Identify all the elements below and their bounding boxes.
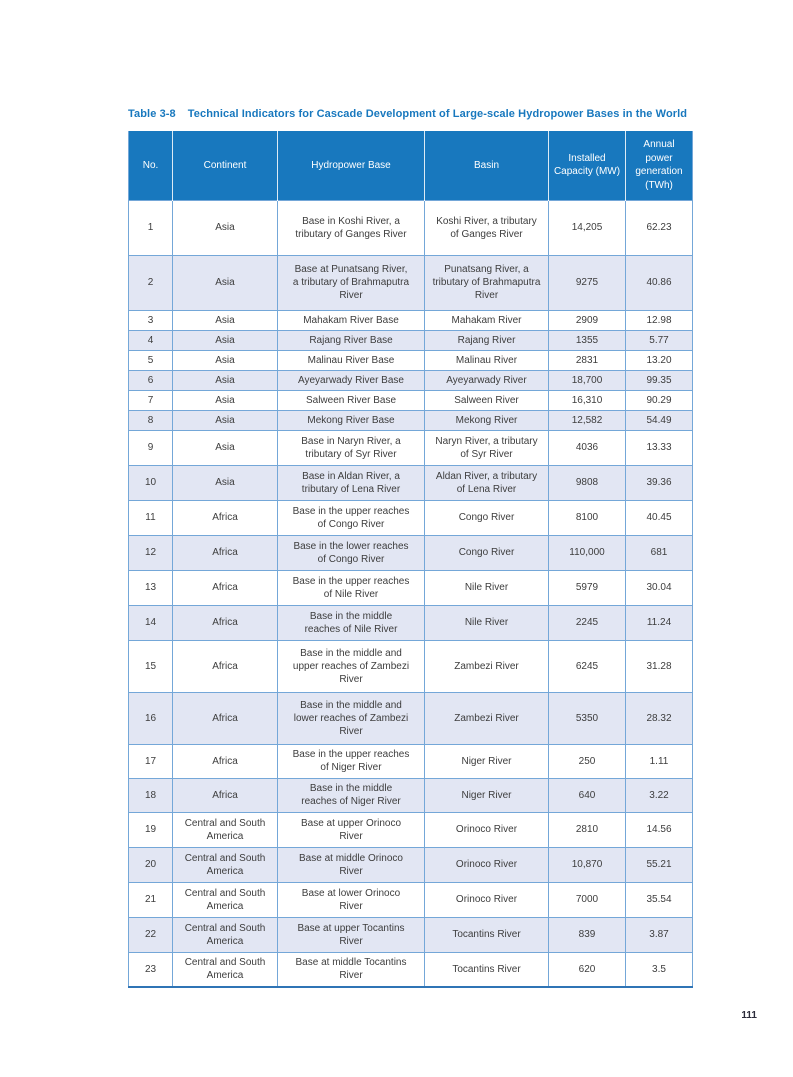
table-row bbox=[129, 640, 693, 692]
table-row bbox=[129, 390, 693, 410]
cell-generation: 681 bbox=[626, 535, 693, 570]
cell-no: 16 bbox=[129, 692, 173, 744]
cell-no: 10 bbox=[129, 465, 173, 500]
page-number: 111 bbox=[741, 1010, 757, 1021]
cell-continent: Asia bbox=[173, 465, 278, 500]
cell-basin: Nile River bbox=[425, 605, 549, 640]
cell-base: Base in Aldan River, a tributary of Lena River bbox=[278, 465, 425, 500]
cell-base: Base at upper Orinoco River bbox=[278, 812, 425, 847]
cell-basin: Mahakam River bbox=[425, 310, 549, 330]
cell-no: 14 bbox=[129, 605, 173, 640]
cell-continent: Asia bbox=[173, 410, 278, 430]
cell-basin: Niger River bbox=[425, 778, 549, 812]
cell-basin: Tocantins River bbox=[425, 952, 549, 987]
cell-continent: Asia bbox=[173, 310, 278, 330]
cell-no: 8 bbox=[129, 410, 173, 430]
hydropower-table bbox=[128, 131, 693, 988]
cell-capacity: 14,205 bbox=[549, 200, 626, 255]
cell-basin: Malinau River bbox=[425, 350, 549, 370]
column-header-continent: Continent bbox=[173, 131, 278, 200]
cell-generation: 62.23 bbox=[626, 200, 693, 255]
cell-continent: Africa bbox=[173, 570, 278, 605]
cell-base: Malinau River Base bbox=[278, 350, 425, 370]
cell-capacity: 6245 bbox=[549, 640, 626, 692]
table-row bbox=[129, 310, 693, 330]
cell-continent: Asia bbox=[173, 255, 278, 310]
cell-generation: 39.36 bbox=[626, 465, 693, 500]
cell-capacity: 10,870 bbox=[549, 847, 626, 882]
cell-continent: Africa bbox=[173, 605, 278, 640]
cell-base: Base in the middle and lower reaches of Zambezi River bbox=[278, 692, 425, 744]
cell-generation: 28.32 bbox=[626, 692, 693, 744]
cell-basin: Koshi River, a tributary of Ganges River bbox=[425, 200, 549, 255]
cell-basin: Salween River bbox=[425, 390, 549, 410]
cell-no: 11 bbox=[129, 500, 173, 535]
cell-basin: Orinoco River bbox=[425, 847, 549, 882]
table-row bbox=[129, 847, 693, 882]
table-row bbox=[129, 255, 693, 310]
cell-continent: Asia bbox=[173, 350, 278, 370]
cell-basin: Aldan River, a tributary of Lena River bbox=[425, 465, 549, 500]
cell-basin: Orinoco River bbox=[425, 812, 549, 847]
cell-no: 1 bbox=[129, 200, 173, 255]
cell-basin: Mekong River bbox=[425, 410, 549, 430]
cell-capacity: 9275 bbox=[549, 255, 626, 310]
cell-basin: Zambezi River bbox=[425, 640, 549, 692]
cell-no: 6 bbox=[129, 370, 173, 390]
cell-no: 13 bbox=[129, 570, 173, 605]
cell-capacity: 18,700 bbox=[549, 370, 626, 390]
cell-generation: 54.49 bbox=[626, 410, 693, 430]
cell-base: Base at Punatsang River, a tributary of Brahmaputra River bbox=[278, 255, 425, 310]
cell-capacity: 1355 bbox=[549, 330, 626, 350]
cell-no: 9 bbox=[129, 430, 173, 465]
table-row bbox=[129, 812, 693, 847]
column-header-capacity: Installed Capacity (MW) bbox=[549, 131, 626, 200]
cell-basin: Nile River bbox=[425, 570, 549, 605]
cell-base: Base in the lower reaches of Congo River bbox=[278, 535, 425, 570]
cell-generation: 55.21 bbox=[626, 847, 693, 882]
cell-generation: 11.24 bbox=[626, 605, 693, 640]
cell-base: Base in the upper reaches of Congo River bbox=[278, 500, 425, 535]
cell-capacity: 5979 bbox=[549, 570, 626, 605]
cell-base: Base in Naryn River, a tributary of Syr River bbox=[278, 430, 425, 465]
cell-capacity: 5350 bbox=[549, 692, 626, 744]
cell-continent: Africa bbox=[173, 778, 278, 812]
cell-no: 2 bbox=[129, 255, 173, 310]
cell-continent: Central and South America bbox=[173, 882, 278, 917]
cell-generation: 99.35 bbox=[626, 370, 693, 390]
cell-basin: Tocantins River bbox=[425, 917, 549, 952]
cell-generation: 14.56 bbox=[626, 812, 693, 847]
cell-generation: 30.04 bbox=[626, 570, 693, 605]
cell-capacity: 16,310 bbox=[549, 390, 626, 410]
cell-no: 5 bbox=[129, 350, 173, 370]
cell-capacity: 110,000 bbox=[549, 535, 626, 570]
cell-base: Base at upper Tocantins River bbox=[278, 917, 425, 952]
cell-capacity: 8100 bbox=[549, 500, 626, 535]
table-row bbox=[129, 535, 693, 570]
cell-capacity: 12,582 bbox=[549, 410, 626, 430]
cell-capacity: 640 bbox=[549, 778, 626, 812]
cell-no: 17 bbox=[129, 744, 173, 778]
table-header-row bbox=[129, 131, 693, 200]
cell-basin: Niger River bbox=[425, 744, 549, 778]
table-row bbox=[129, 692, 693, 744]
cell-generation: 3.87 bbox=[626, 917, 693, 952]
table-caption bbox=[128, 108, 694, 120]
table-row bbox=[129, 430, 693, 465]
table-row bbox=[129, 500, 693, 535]
cell-basin: Zambezi River bbox=[425, 692, 549, 744]
cell-continent: Asia bbox=[173, 370, 278, 390]
cell-base: Ayeyarwady River Base bbox=[278, 370, 425, 390]
cell-continent: Central and South America bbox=[173, 917, 278, 952]
cell-continent: Africa bbox=[173, 535, 278, 570]
cell-continent: Africa bbox=[173, 640, 278, 692]
cell-generation: 31.28 bbox=[626, 640, 693, 692]
cell-no: 3 bbox=[129, 310, 173, 330]
cell-continent: Asia bbox=[173, 390, 278, 410]
cell-basin: Naryn River, a tributary of Syr River bbox=[425, 430, 549, 465]
table-row bbox=[129, 370, 693, 390]
table-caption-label: Table 3-8 bbox=[128, 108, 176, 120]
cell-no: 12 bbox=[129, 535, 173, 570]
cell-generation: 5.77 bbox=[626, 330, 693, 350]
cell-no: 19 bbox=[129, 812, 173, 847]
cell-basin: Congo River bbox=[425, 535, 549, 570]
cell-no: 4 bbox=[129, 330, 173, 350]
column-header-basin: Basin bbox=[425, 131, 549, 200]
cell-generation: 13.33 bbox=[626, 430, 693, 465]
cell-capacity: 2245 bbox=[549, 605, 626, 640]
table-header bbox=[129, 131, 693, 200]
cell-base: Base in the upper reaches of Niger River bbox=[278, 744, 425, 778]
cell-base: Base at middle Orinoco River bbox=[278, 847, 425, 882]
cell-base: Mahakam River Base bbox=[278, 310, 425, 330]
cell-base: Mekong River Base bbox=[278, 410, 425, 430]
cell-base: Base in the middle and upper reaches of Zambezi River bbox=[278, 640, 425, 692]
cell-capacity: 839 bbox=[549, 917, 626, 952]
cell-no: 21 bbox=[129, 882, 173, 917]
column-header-no: No. bbox=[129, 131, 173, 200]
column-header-base: Hydropower Base bbox=[278, 131, 425, 200]
cell-base: Rajang River Base bbox=[278, 330, 425, 350]
table-row bbox=[129, 570, 693, 605]
cell-generation: 13.20 bbox=[626, 350, 693, 370]
table-row bbox=[129, 882, 693, 917]
table-row bbox=[129, 605, 693, 640]
cell-generation: 3.22 bbox=[626, 778, 693, 812]
table-row bbox=[129, 330, 693, 350]
cell-generation: 40.86 bbox=[626, 255, 693, 310]
cell-base: Salween River Base bbox=[278, 390, 425, 410]
cell-capacity: 9808 bbox=[549, 465, 626, 500]
table-caption-title: Technical Indicators for Cascade Development of Large-scale Hydropower Bases in the World bbox=[187, 108, 688, 120]
table-row bbox=[129, 744, 693, 778]
cell-capacity: 250 bbox=[549, 744, 626, 778]
table-row bbox=[129, 917, 693, 952]
cell-base: Base in the upper reaches of Nile River bbox=[278, 570, 425, 605]
cell-capacity: 620 bbox=[549, 952, 626, 987]
cell-basin: Congo River bbox=[425, 500, 549, 535]
cell-no: 23 bbox=[129, 952, 173, 987]
cell-no: 20 bbox=[129, 847, 173, 882]
cell-generation: 40.45 bbox=[626, 500, 693, 535]
cell-base: Base in the middle reaches of Niger River bbox=[278, 778, 425, 812]
column-header-generation: Annual power generation (TWh) bbox=[626, 131, 693, 200]
cell-continent: Africa bbox=[173, 500, 278, 535]
cell-capacity: 2810 bbox=[549, 812, 626, 847]
cell-base: Base in the middle reaches of Nile River bbox=[278, 605, 425, 640]
cell-generation: 1.11 bbox=[626, 744, 693, 778]
cell-continent: Asia bbox=[173, 200, 278, 255]
table-row bbox=[129, 465, 693, 500]
cell-continent: Africa bbox=[173, 744, 278, 778]
cell-continent: Africa bbox=[173, 692, 278, 744]
cell-no: 22 bbox=[129, 917, 173, 952]
table-row bbox=[129, 778, 693, 812]
table-row bbox=[129, 952, 693, 987]
cell-base: Base at middle Tocantins River bbox=[278, 952, 425, 987]
cell-generation: 90.29 bbox=[626, 390, 693, 410]
page-content bbox=[128, 108, 694, 988]
cell-basin: Rajang River bbox=[425, 330, 549, 350]
table-body bbox=[129, 200, 693, 987]
cell-continent: Asia bbox=[173, 430, 278, 465]
cell-generation: 35.54 bbox=[626, 882, 693, 917]
table-row bbox=[129, 410, 693, 430]
cell-no: 7 bbox=[129, 390, 173, 410]
cell-capacity: 2831 bbox=[549, 350, 626, 370]
cell-basin: Ayeyarwady River bbox=[425, 370, 549, 390]
cell-continent: Central and South America bbox=[173, 952, 278, 987]
cell-no: 18 bbox=[129, 778, 173, 812]
cell-continent: Central and South America bbox=[173, 847, 278, 882]
cell-base: Base at lower Orinoco River bbox=[278, 882, 425, 917]
cell-basin: Orinoco River bbox=[425, 882, 549, 917]
cell-continent: Central and South America bbox=[173, 812, 278, 847]
cell-continent: Asia bbox=[173, 330, 278, 350]
cell-capacity: 2909 bbox=[549, 310, 626, 330]
cell-capacity: 4036 bbox=[549, 430, 626, 465]
cell-basin: Punatsang River, a tributary of Brahmaputra River bbox=[425, 255, 549, 310]
cell-generation: 3.5 bbox=[626, 952, 693, 987]
table-row bbox=[129, 200, 693, 255]
cell-no: 15 bbox=[129, 640, 173, 692]
table-row bbox=[129, 350, 693, 370]
cell-generation: 12.98 bbox=[626, 310, 693, 330]
cell-capacity: 7000 bbox=[549, 882, 626, 917]
cell-base: Base in Koshi River, a tributary of Ganges River bbox=[278, 200, 425, 255]
